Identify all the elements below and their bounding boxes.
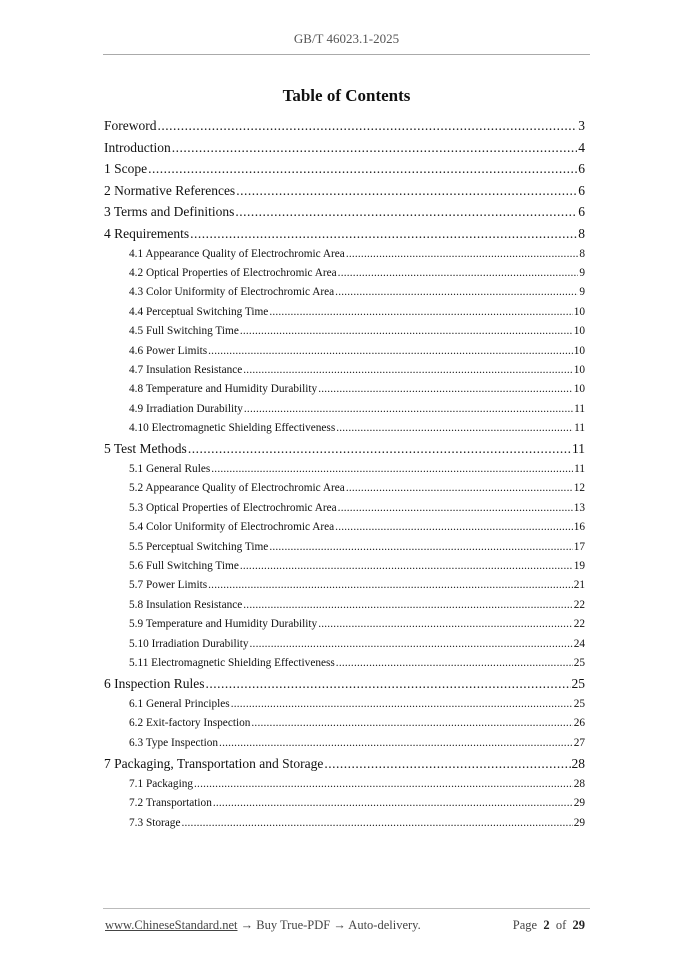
dot-leader: [336, 654, 573, 673]
toc-entry-label: 7.2 Transportation: [129, 797, 212, 810]
toc-entry-page: 16: [573, 521, 585, 534]
toc-entry-page: 10: [573, 363, 585, 376]
toc-entry-label: 5.2 Appearance Quality of Electrochromic Area: [129, 482, 345, 495]
toc-entry-label: 5.7 Power Limits: [129, 579, 208, 592]
dot-leader: [318, 380, 573, 399]
page-number: [513, 918, 585, 933]
toc-entry-page: 13: [573, 501, 585, 514]
toc-entry-page: 12: [573, 482, 585, 495]
toc-entry[interactable]: [104, 460, 585, 479]
dot-leader: [338, 264, 579, 283]
dot-leader: [172, 137, 578, 159]
toc-entry-page: 19: [573, 560, 585, 573]
toc-entry-page: 11: [574, 422, 585, 435]
toc-entry[interactable]: [104, 245, 585, 264]
toc-entry-label: 5 Test Methods: [104, 441, 187, 457]
toc-entry-page: 10: [573, 305, 585, 318]
toc-entry-label: 4.1 Appearance Quality of Electrochromic Area: [129, 247, 345, 260]
toc-entry-label: Introduction: [104, 139, 171, 155]
dot-leader: [244, 400, 573, 419]
page-label: Page: [512, 918, 538, 932]
toc-entry-label: 5.4 Color Uniformity of Electrochromic Area: [129, 521, 335, 534]
toc-entry-page: 28: [571, 756, 585, 772]
toc-entry-label: 6 Inspection Rules: [104, 676, 205, 692]
toc-entry-page: 9: [579, 286, 585, 299]
toc-entry[interactable]: [104, 479, 585, 498]
toc-entry-page: 11: [574, 463, 585, 476]
dot-leader: [148, 158, 577, 180]
toc-entry-page: 21: [573, 579, 585, 592]
page-of: of: [555, 918, 567, 932]
dot-leader: [346, 479, 573, 498]
footer-promo: [105, 918, 421, 933]
toc-entry[interactable]: [104, 794, 585, 813]
toc-entry-page: 28: [573, 777, 585, 790]
toc-entry-page: 8: [578, 225, 585, 241]
toc-entry-label: 7.3 Storage: [129, 816, 181, 829]
toc-entry-label: 4.9 Irradiation Durability: [129, 402, 243, 415]
dot-leader: [194, 775, 573, 794]
toc-entry-label: 7 Packaging, Transportation and Storage: [104, 756, 324, 772]
toc-entry-label: Foreword: [104, 118, 157, 133]
toc-entry-page: 9: [579, 266, 585, 279]
toc-entry[interactable]: [104, 596, 585, 615]
dot-leader: [335, 518, 573, 537]
dot-leader: [324, 753, 570, 775]
toc-entry-page: 17: [573, 540, 585, 553]
toc-entry-page: 3: [578, 118, 585, 133]
toc-entry[interactable]: [104, 201, 585, 223]
toc-entry-page: 11: [574, 402, 585, 415]
table-of-contents: [104, 115, 585, 833]
running-header: GB/T 46023.1-2025: [293, 31, 400, 46]
toc-entry-label: 4.4 Perceptual Switching Time: [129, 305, 269, 318]
dot-leader: [236, 180, 577, 202]
toc-entry-label: 5.10 Irradiation Durability: [129, 637, 249, 650]
toc-entry-label: 6.2 Exit-factory Inspection: [129, 717, 251, 730]
toc-entry-page: 6: [578, 161, 585, 177]
header-divider: [103, 54, 590, 55]
dot-leader: [235, 201, 577, 223]
toc-entry-label: 4.2 Optical Properties of Electrochromic Area: [129, 266, 337, 279]
dot-leader: [240, 322, 573, 341]
toc-entry[interactable]: [104, 115, 585, 137]
toc-entry[interactable]: [104, 322, 585, 341]
toc-entry-page: 10: [573, 344, 585, 357]
dot-leader: [336, 419, 573, 438]
dot-leader: [190, 223, 577, 245]
toc-entry-page: 26: [573, 717, 585, 730]
toc-entry-label: 1 Scope: [104, 161, 148, 177]
toc-entry-page: 22: [573, 618, 585, 631]
toc-entry-page: 27: [573, 736, 585, 749]
dot-leader: [158, 115, 578, 137]
toc-entry-label: 4.7 Insulation Resistance: [129, 363, 243, 376]
toc-entry[interactable]: [104, 654, 585, 673]
toc-entry[interactable]: [104, 303, 585, 322]
dot-leader: [208, 342, 573, 361]
toc-entry[interactable]: [104, 438, 585, 460]
toc-entry[interactable]: [104, 158, 585, 180]
toc-entry[interactable]: [104, 814, 585, 833]
toc-entry[interactable]: [104, 753, 585, 775]
toc-entry[interactable]: [104, 499, 585, 518]
toc-entry[interactable]: [104, 380, 585, 399]
dot-leader: [250, 635, 573, 654]
dot-leader: [208, 576, 573, 595]
dot-leader: [243, 596, 572, 615]
total-pages: 29: [572, 918, 585, 932]
toc-entry[interactable]: [104, 518, 585, 537]
toc-entry-page: 29: [573, 797, 585, 810]
toc-entry-label: 6.3 Type Inspection: [129, 736, 219, 749]
toc-entry-label: 5.8 Insulation Resistance: [129, 598, 243, 611]
toc-entry-label: 7.1 Packaging: [129, 777, 194, 790]
toc-entry-page: 8: [579, 247, 585, 260]
toc-entry[interactable]: [104, 775, 585, 794]
toc-entry-label: 4 Requirements: [104, 225, 190, 241]
toc-entry-page: 6: [578, 204, 585, 220]
current-page: 2: [543, 918, 550, 932]
toc-entry-label: 5.6 Full Switching Time: [129, 560, 239, 573]
toc-entry-label: 4.3 Color Uniformity of Electrochromic Area: [129, 286, 335, 299]
toc-entry-page: 10: [573, 325, 585, 338]
toc-entry[interactable]: [104, 714, 585, 733]
dot-leader: [181, 814, 572, 833]
toc-entry-label: 3 Terms and Definitions: [104, 204, 235, 220]
toc-entry[interactable]: [104, 419, 585, 438]
toc-entry-page: 24: [573, 637, 585, 650]
dot-leader: [219, 734, 573, 753]
dot-leader: [338, 499, 573, 518]
dot-leader: [269, 303, 572, 322]
footer-divider: [103, 908, 590, 909]
page-title: Table of Contents: [282, 86, 411, 105]
toc-entry-page: 25: [573, 697, 585, 710]
footer-text: → Buy True-PDF → Auto-delivery.: [237, 918, 421, 932]
toc-entry[interactable]: [104, 695, 585, 714]
toc-entry-page: 22: [573, 598, 585, 611]
dot-leader: [346, 245, 579, 264]
toc-entry[interactable]: [104, 137, 585, 159]
toc-entry[interactable]: [104, 180, 585, 202]
dot-leader: [335, 283, 578, 302]
toc-entry[interactable]: [104, 635, 585, 654]
toc-entry-page: 4: [578, 139, 585, 155]
page-footer: [105, 918, 585, 933]
toc-entry[interactable]: [104, 734, 585, 753]
toc-entry-label: 4.10 Electromagnetic Shielding Effectiveness: [129, 422, 336, 435]
dot-leader: [231, 695, 573, 714]
toc-entry-label: 2 Normative References: [104, 182, 236, 198]
toc-entry-label: 4.6 Power Limits: [129, 344, 208, 357]
toc-entry[interactable]: [104, 342, 585, 361]
toc-entry-label: 5.11 Electromagnetic Shielding Effectiveness: [129, 656, 335, 669]
toc-entry-label: 4.5 Full Switching Time: [129, 325, 239, 338]
toc-entry-label: 5.5 Perceptual Switching Time: [129, 540, 269, 553]
toc-entry[interactable]: [104, 576, 585, 595]
toc-entry[interactable]: [104, 400, 585, 419]
toc-entry-page: 10: [573, 383, 585, 396]
toc-entry-page: 11: [572, 441, 585, 457]
toc-entry[interactable]: [104, 557, 585, 576]
dot-leader: [251, 714, 572, 733]
toc-entry[interactable]: [104, 223, 585, 245]
dot-leader: [318, 615, 573, 634]
dot-leader: [213, 794, 573, 813]
dot-leader: [269, 538, 572, 557]
toc-entry[interactable]: [104, 538, 585, 557]
dot-leader: [240, 557, 573, 576]
dot-leader: [243, 361, 572, 380]
toc-entry-page: 25: [571, 676, 585, 692]
toc-entry[interactable]: [104, 283, 585, 302]
dot-leader: [206, 673, 571, 695]
toc-entry[interactable]: [104, 673, 585, 695]
dot-leader: [211, 460, 573, 479]
dot-leader: [188, 438, 571, 460]
toc-entry-label: 4.8 Temperature and Humidity Durability: [129, 383, 318, 396]
toc-entry[interactable]: [104, 361, 585, 380]
toc-entry-label: 5.1 General Rules: [129, 463, 211, 476]
website-link[interactable]: www.ChineseStandard.net: [105, 918, 238, 932]
toc-entry-label: 5.3 Optical Properties of Electrochromic Area: [129, 501, 337, 514]
toc-entry[interactable]: [104, 615, 585, 634]
toc-entry-page: 25: [573, 656, 585, 669]
toc-entry-page: 29: [573, 816, 585, 829]
toc-entry[interactable]: [104, 264, 585, 283]
toc-entry-page: 6: [578, 182, 585, 198]
toc-entry-label: 6.1 General Principles: [129, 697, 230, 710]
toc-entry-label: 5.9 Temperature and Humidity Durability: [129, 618, 318, 631]
